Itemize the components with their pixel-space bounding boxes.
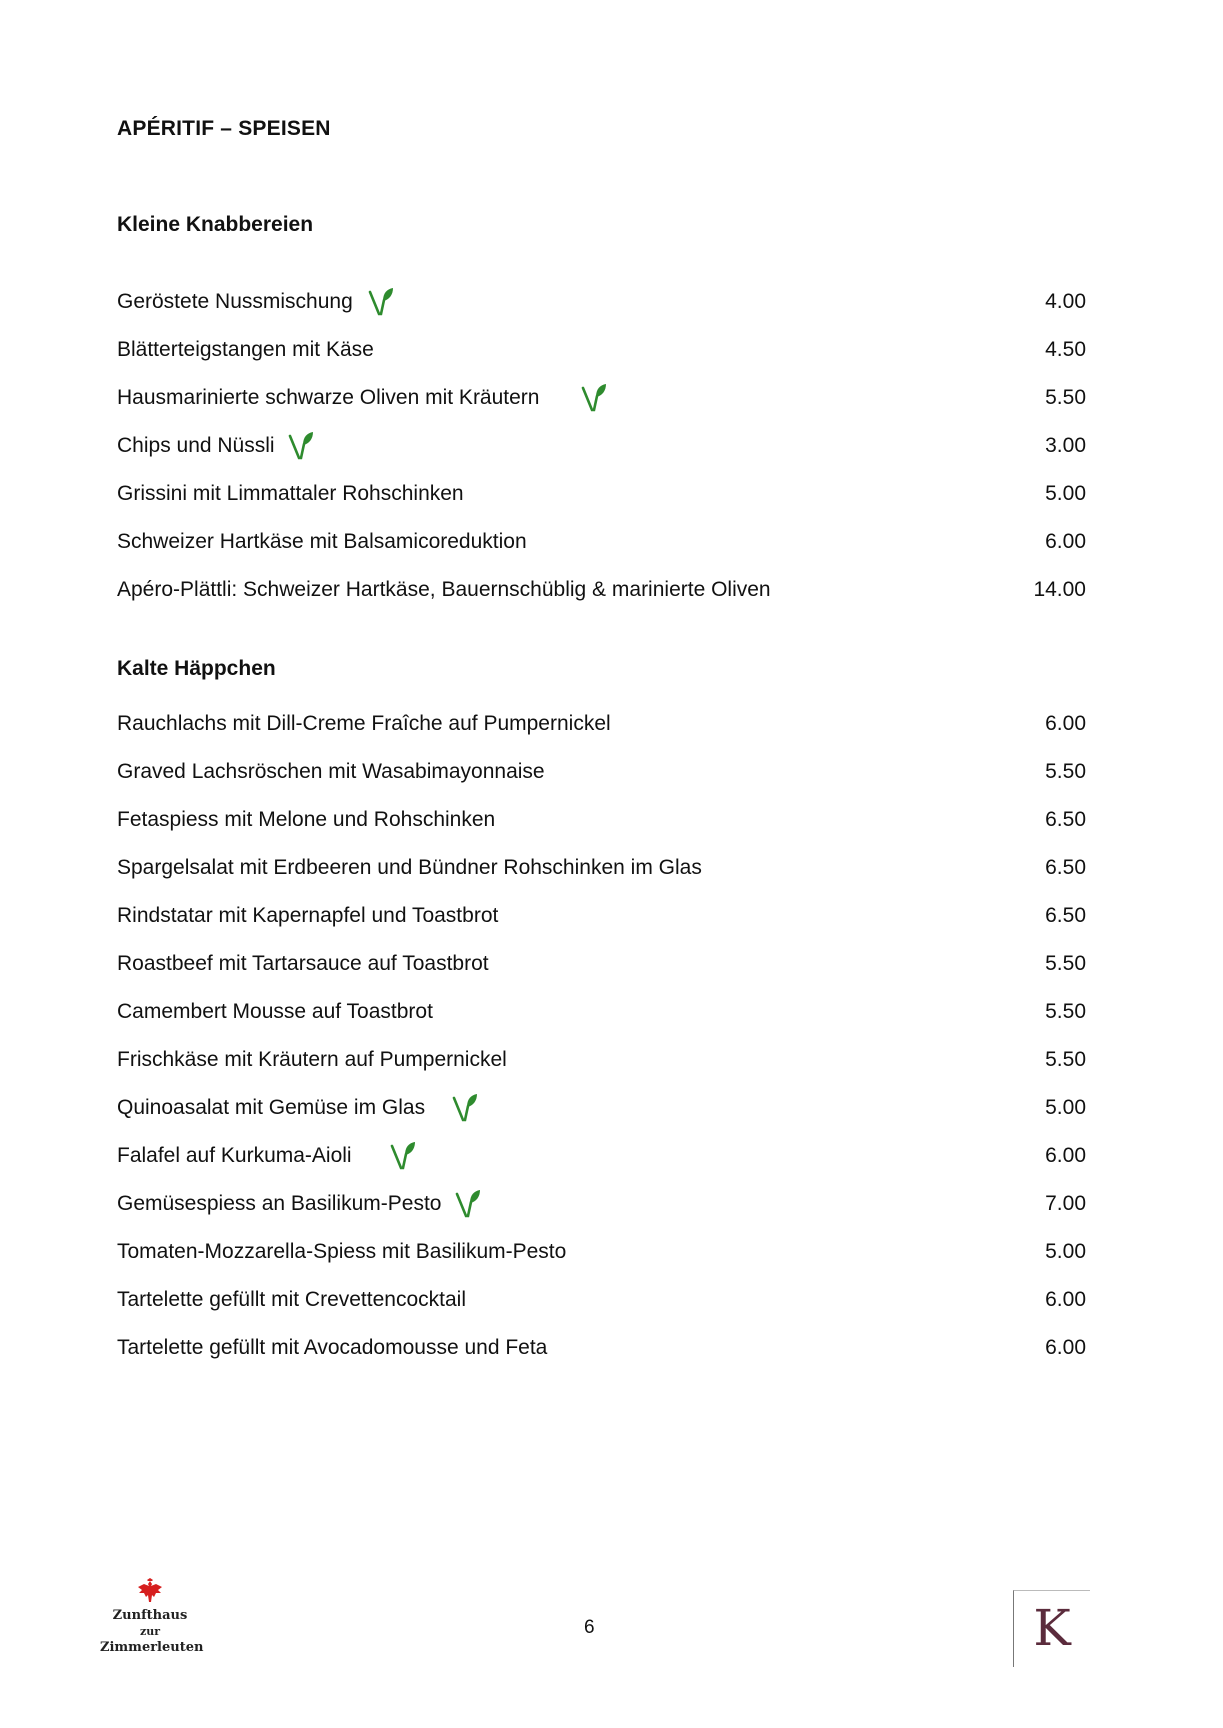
item-price: 5.00 bbox=[1045, 1096, 1086, 1119]
logo-text-line2: zur bbox=[139, 1625, 161, 1638]
item-name: Grissini mit Limmattaler Rohschinken bbox=[117, 482, 464, 505]
vegan-leaf-icon bbox=[452, 1093, 478, 1123]
item-name: Tomaten-Mozzarella-Spiess mit Basilikum-Pesto bbox=[117, 1240, 567, 1263]
item-price: 6.50 bbox=[1045, 904, 1086, 927]
item-price: 5.50 bbox=[1045, 1048, 1086, 1071]
item-price: 6.50 bbox=[1045, 808, 1086, 831]
menu-item bbox=[117, 712, 1086, 742]
page-number: 6 bbox=[584, 1617, 595, 1638]
menu-item bbox=[117, 338, 1086, 368]
menu-item bbox=[117, 1144, 1086, 1174]
item-price: 6.00 bbox=[1045, 530, 1086, 553]
item-price: 6.00 bbox=[1045, 1288, 1086, 1311]
item-name: Chips und Nüssli bbox=[117, 434, 275, 457]
item-price: 4.50 bbox=[1045, 338, 1086, 361]
menu-item bbox=[117, 808, 1086, 838]
menu-item bbox=[117, 1000, 1086, 1030]
section-title-kleine-knabbereien: Kleine Knabbereien bbox=[117, 213, 314, 236]
item-name: Schweizer Hartkäse mit Balsamicoreduktion bbox=[117, 530, 527, 553]
item-name: Roastbeef mit Tartarsauce auf Toastbrot bbox=[117, 952, 489, 975]
menu-item bbox=[117, 578, 1086, 608]
menu-item bbox=[117, 434, 1086, 464]
menu-item bbox=[117, 530, 1086, 560]
eagle-crest-icon bbox=[136, 1578, 164, 1606]
item-name: Falafel auf Kurkuma-Aioli bbox=[117, 1144, 352, 1167]
vegan-leaf-icon bbox=[288, 431, 314, 461]
item-name: Hausmarinierte schwarze Oliven mit Kräutern bbox=[117, 386, 540, 409]
vegan-leaf-icon bbox=[455, 1189, 481, 1219]
item-name: Rauchlachs mit Dill-Creme Fraîche auf Pumpernickel bbox=[117, 712, 611, 735]
item-price: 5.50 bbox=[1045, 952, 1086, 975]
item-price: 6.00 bbox=[1045, 1144, 1086, 1167]
item-name: Blätterteigstangen mit Käse bbox=[117, 338, 374, 361]
item-price: 6.00 bbox=[1045, 1336, 1086, 1359]
item-name: Quinoasalat mit Gemüse im Glas bbox=[117, 1096, 426, 1119]
item-price: 3.00 bbox=[1045, 434, 1086, 457]
menu-item bbox=[117, 1048, 1086, 1078]
menu-item bbox=[117, 482, 1086, 512]
item-name: Fetaspiess mit Melone und Rohschinken bbox=[117, 808, 496, 831]
item-price: 6.50 bbox=[1045, 856, 1086, 879]
section-title-kalte-haeppchen: Kalte Häppchen bbox=[117, 657, 276, 680]
item-price: 14.00 bbox=[1033, 578, 1086, 601]
logo-text-line3: Zimmerleuten bbox=[100, 1640, 204, 1655]
menu-item bbox=[117, 1096, 1086, 1126]
menu-item bbox=[117, 904, 1086, 934]
item-price: 5.50 bbox=[1045, 386, 1086, 409]
k-logo-letter: K bbox=[1033, 1599, 1071, 1657]
menu-item bbox=[117, 290, 1086, 320]
item-name: Gemüsespiess an Basilikum-Pesto bbox=[117, 1192, 442, 1215]
item-name: Tartelette gefüllt mit Avocadomousse und Feta bbox=[117, 1336, 548, 1359]
logo-text-line1: Zunfthaus bbox=[112, 1608, 188, 1623]
item-price: 5.50 bbox=[1045, 1000, 1086, 1023]
menu-item bbox=[117, 856, 1086, 886]
vegan-leaf-icon bbox=[390, 1141, 416, 1171]
item-name: Spargelsalat mit Erdbeeren und Bündner Rohschinken im Glas bbox=[117, 856, 702, 879]
menu-item bbox=[117, 1288, 1086, 1318]
item-price: 7.00 bbox=[1045, 1192, 1086, 1215]
item-price: 5.00 bbox=[1045, 482, 1086, 505]
k-logo bbox=[1013, 1590, 1090, 1667]
item-name: Frischkäse mit Kräutern auf Pumpernickel bbox=[117, 1048, 507, 1071]
item-name: Rindstatar mit Kapernapfel und Toastbrot bbox=[117, 904, 499, 927]
item-name: Tartelette gefüllt mit Crevettencocktail bbox=[117, 1288, 466, 1311]
page-title: APÉRITIF – SPEISEN bbox=[117, 117, 331, 140]
item-name: Graved Lachsröschen mit Wasabimayonnaise bbox=[117, 760, 545, 783]
menu-item bbox=[117, 1240, 1086, 1270]
menu-item bbox=[117, 1336, 1086, 1366]
item-price: 6.00 bbox=[1045, 712, 1086, 735]
item-name: Apéro-Plättli: Schweizer Hartkäse, Bauernschüblig & marinierte Oliven bbox=[117, 578, 771, 601]
menu-item bbox=[117, 760, 1086, 790]
zunfthaus-logo bbox=[100, 1578, 204, 1668]
item-price: 5.50 bbox=[1045, 760, 1086, 783]
item-name: Geröstete Nussmischung bbox=[117, 290, 353, 313]
menu-item bbox=[117, 952, 1086, 982]
vegan-leaf-icon bbox=[368, 287, 394, 317]
vegan-leaf-icon bbox=[581, 383, 607, 413]
item-name: Camembert Mousse auf Toastbrot bbox=[117, 1000, 433, 1023]
menu-item bbox=[117, 386, 1086, 416]
item-price: 5.00 bbox=[1045, 1240, 1086, 1263]
menu-item bbox=[117, 1192, 1086, 1222]
item-price: 4.00 bbox=[1045, 290, 1086, 313]
